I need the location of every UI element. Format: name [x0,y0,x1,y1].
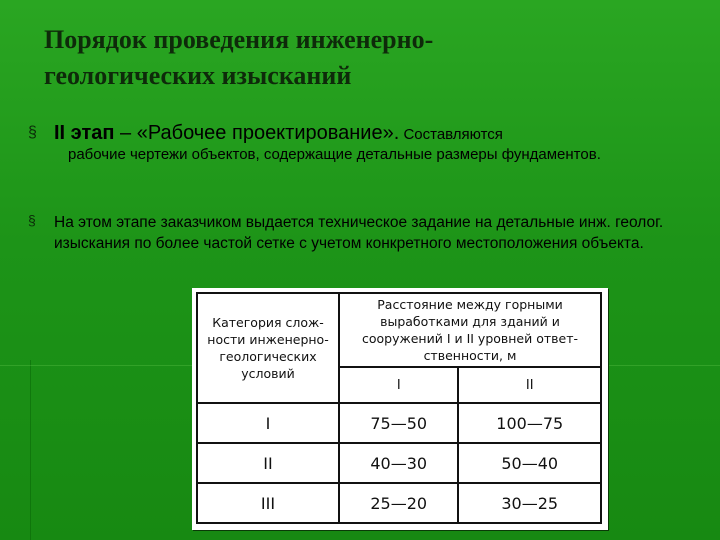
title-line-1: Порядок проведения инженерно- [44,25,434,54]
row-level-2: 50—40 [458,443,601,483]
row-category: III [197,483,339,523]
slide-title [44,22,684,94]
phase-label: «Рабочее проектирование». [136,122,400,144]
bullet-body [54,122,688,164]
bullet-stage-two [28,122,688,164]
header-category: Категория слож-ности инженерно-геологических условий [197,293,339,403]
table-row [197,403,601,443]
table-row [197,483,601,523]
stage-label: II этап [54,122,115,144]
row-level-2: 100—75 [458,403,601,443]
row-level-1: 75—50 [339,403,458,443]
stage-dash: – [114,122,137,144]
bullet-tail: Составляются [399,126,503,143]
bullet-continuation: рабочие чертежи объектов, содержащие детальные размеры фундаментов. [68,146,601,163]
row-level-2: 30—25 [458,483,601,523]
background-divider [30,360,31,540]
subheader-level-1: I [339,367,458,403]
table-header-row [197,293,601,367]
row-category: II [197,443,339,483]
title-line-2: геологических изысканий [44,61,352,90]
row-level-1: 25—20 [339,483,458,523]
bullet-marker-icon: § [28,212,36,228]
table-row [197,443,601,483]
distance-table-image [192,288,608,530]
subheader-level-2: II [458,367,601,403]
row-category: I [197,403,339,443]
bullet-lead [54,122,399,144]
bullet-text: На этом этапе заказчиком выдается техническое задание на детальные инж. геолог. изыскания по более частой сетке с учетом конкретного местоположения объекта. [54,214,664,252]
distance-table [196,292,602,524]
header-distance: Расстояние между горными выработками для зданий и сооружений I и II уровней ответ-ственности, м [339,293,601,367]
bullet-marker-icon: § [28,124,37,141]
bullet-technical-task [28,212,688,254]
row-level-1: 40—30 [339,443,458,483]
